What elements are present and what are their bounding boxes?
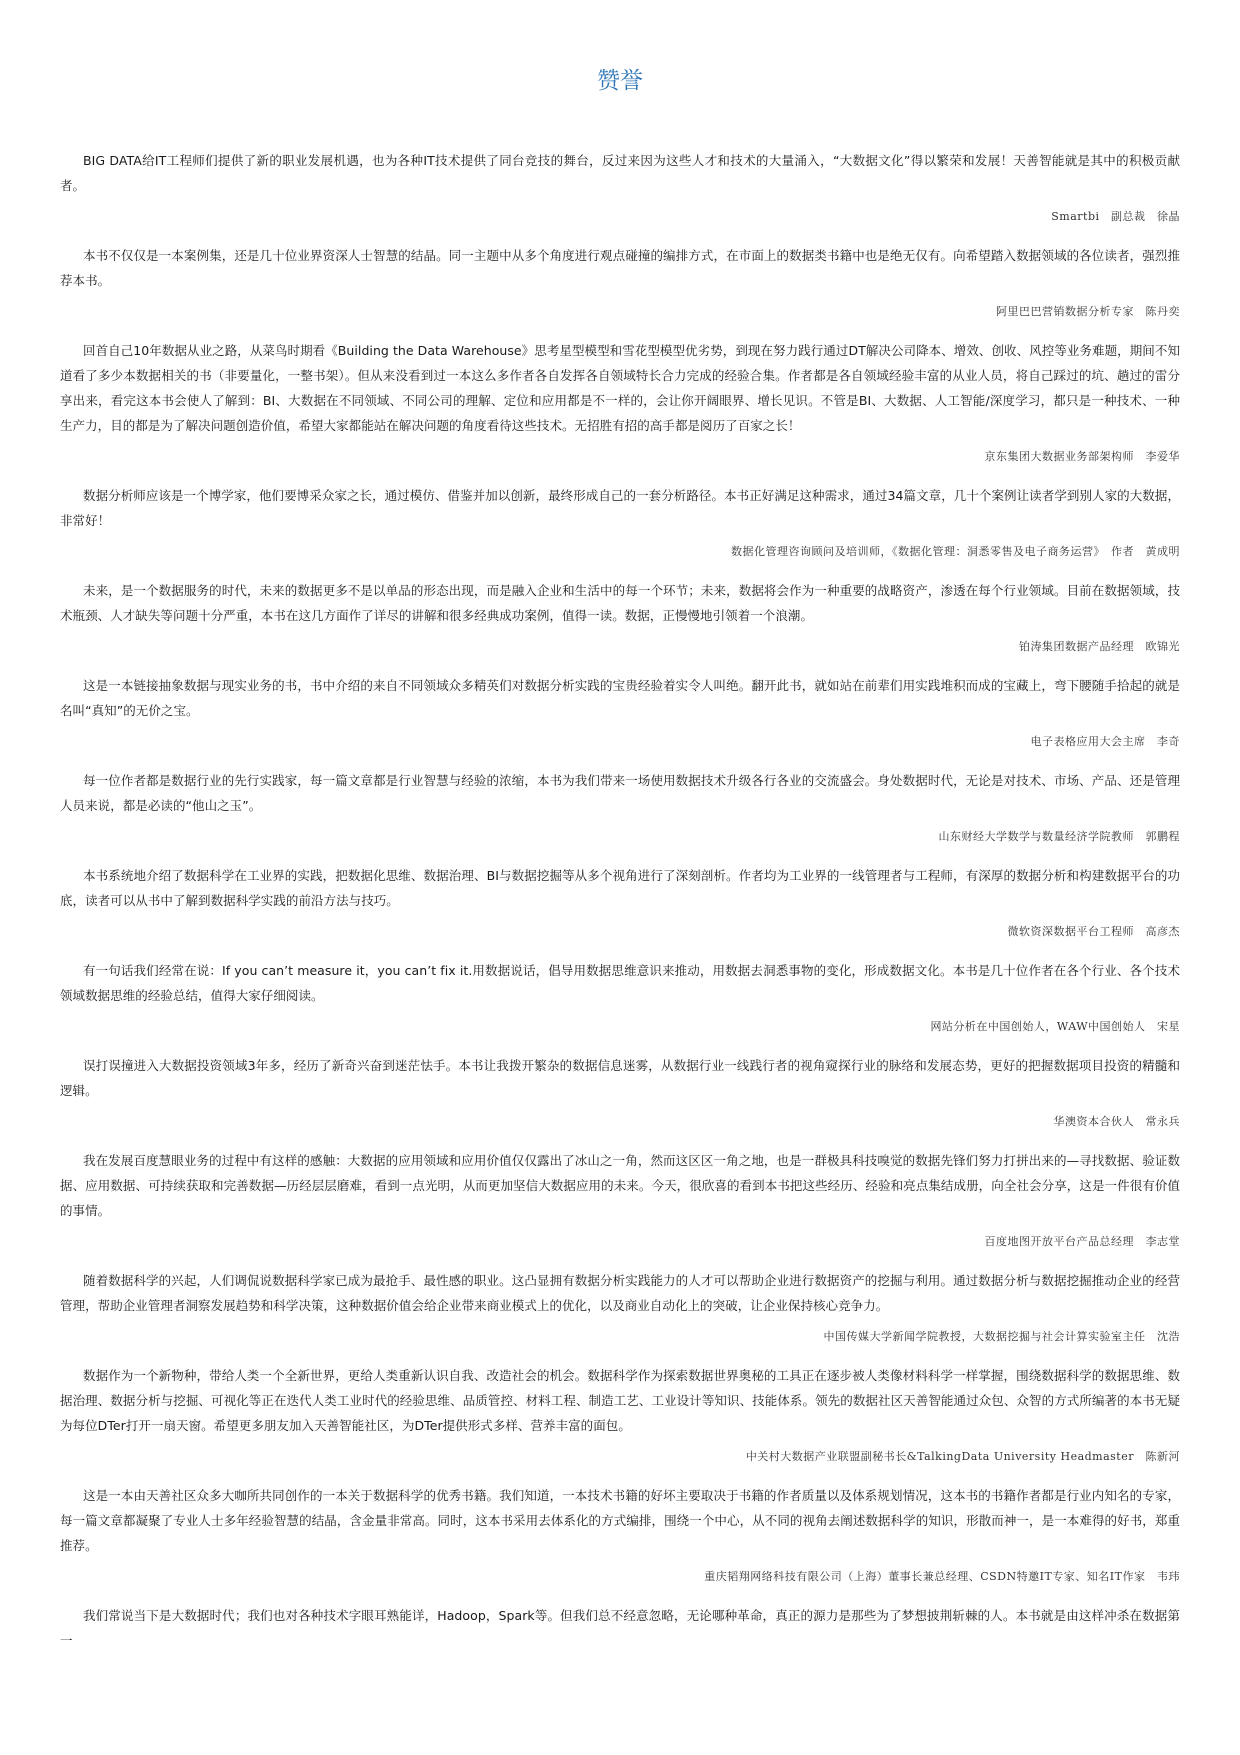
endorsement-14 [60, 1483, 1180, 1589]
endorsement-text: 这是一本由天善社区众多大咖所共同创作的一本关于数据科学的优秀书籍。我们知道，一本技术书籍的好坏主要取决于书籍的作者质量以及体系规划情况，这本书的书籍作者都是行业内知名的专家，每一篇文章都凝聚了专业人士多年经验智慧的结晶，含金量非常高。同时，这本书采用去体系化的方式编排，围绕一个中心，从不同的视角去阐述数据科学的知识，形散而神一，是一本难得的好书，郑重推荐。 [60, 1488, 1180, 1553]
endorsement-text: 回首自己10年数据从业之路，从菜鸟时期看《Building the Data Warehouse》思考星型模型和雪花型模型优劣势，到现在努力践行通过DT解决公司降本、增效、创收、风控等业务难题，期间不知道看了多少本数据相关的书（非要量化，一整书架）。但从来没看到过一本这么多作者各自发挥各自领域特长合力完成的经验合集。作者都是各自领域经验丰富的从业人员，将自己踩过的坑、趟过的雷分享出来，看完这本书会使人了解到：BI、大数据在不同领域、不同公司的理解、定位和应用都是不一样的，会让你开阔眼界、增长见识。不管是BI、大数据、人工智能/深度学习，都只是一种技术、一种生产力，目的都是为了解决问题创造价值，希望大家都能站在解决问题的角度看待这些技术。无招胜有招的高手都是阅历了百家之长！ [60, 343, 1180, 433]
endorsement-2 [60, 243, 1180, 324]
endorsement-text: 数据作为一个新物种，带给人类一个全新世界，更给人类重新认识自我、改造社会的机会。数据科学作为探索数据世界奥秘的工具正在逐步被人类像材料科学一样掌握，围绕数据科学的数据思维、数据治理、数据分析与挖掘、可视化等正在迭代人类工业时代的经验思维、品质管控、材料工程、制造工艺、工业设计等知识、技能体系。领先的数据社区天善智能通过众包、众智的方式所编著的本书无疑为每位DTer打开一扇天窗。希望更多朋友加入天善智能社区，为DTer提供形式多样、营养丰富的面包。 [60, 1368, 1180, 1433]
endorsement-12 [60, 1268, 1180, 1349]
endorsement-1 [60, 148, 1180, 229]
endorsement-3 [60, 338, 1180, 469]
endorsement-11 [60, 1148, 1180, 1254]
endorsement-attribution: 电子表格应用大会主席 李奇 [1030, 735, 1180, 748]
endorsement-attribution: 阿里巴巴营销数据分析专家 陈丹奕 [996, 305, 1180, 318]
endorsement-attribution: 京东集团大数据业务部架构师 李爱华 [984, 450, 1180, 463]
endorsement-attribution: 网站分析在中国创始人，WAW中国创始人 宋星 [930, 1020, 1180, 1033]
endorsement-text: 每一位作者都是数据行业的先行实践家，每一篇文章都是行业智慧与经验的浓缩，本书为我们带来一场使用数据技术升级各行各业的交流盛会。身处数据时代，无论是对技术、市场、产品、还是管理人员来说，都是必读的“他山之玉”。 [60, 773, 1180, 813]
endorsement-text: 本书不仅仅是一本案例集，还是几十位业界资深人士智慧的结晶。同一主题中从多个角度进行观点碰撞的编排方式，在市面上的数据类书籍中也是绝无仅有。向希望踏入数据领域的各位读者，强烈推荐本书。 [60, 248, 1180, 288]
endorsement-attribution: 中国传媒大学新闻学院教授，大数据挖掘与社会计算实验室主任 沈浩 [823, 1330, 1180, 1343]
endorsement-10 [60, 1053, 1180, 1134]
endorsement-attribution: 铂涛集团数据产品经理 欧锦光 [1019, 640, 1180, 653]
endorsement-attribution: 山东财经大学数学与数量经济学院教师 郭鹏程 [938, 830, 1180, 843]
endorsement-text: 有一句话我们经常在说：If you can’t measure it，you can’t fix it.用数据说话，倡导用数据思维意识来推动，用数据去洞悉事物的变化，形成数据文化。本书是几十位作者在各个行业、各个技术领域数据思维的经验总结，值得大家仔细阅读。 [60, 963, 1180, 1003]
endorsement-15 [60, 1603, 1180, 1653]
endorsement-5 [60, 578, 1180, 659]
endorsement-text: 误打误撞进入大数据投资领域3年多，经历了新奇兴奋到迷茫怯手。本书让我拨开繁杂的数据信息迷雾，从数据行业一线践行者的视角窥探行业的脉络和发展态势，更好的把握数据项目投资的精髓和逻辑。 [60, 1058, 1180, 1098]
endorsement-7 [60, 768, 1180, 849]
endorsement-text: 未来，是一个数据服务的时代，未来的数据更多不是以单品的形态出现，而是融入企业和生活中的每一个环节；未来，数据将会作为一种重要的战略资产，渗透在每个行业领域。目前在数据领域，技术瓶颈、人才缺失等问题十分严重，本书在这几方面作了详尽的讲解和很多经典成功案例，值得一读。数据，正慢慢地引领着一个浪潮。 [60, 583, 1180, 623]
endorsement-attribution: 华澳资本合伙人 常永兵 [1053, 1115, 1180, 1128]
endorsement-text: 本书系统地介绍了数据科学在工业界的实践，把数据化思维、数据治理、BI与数据挖掘等从多个视角进行了深刻剖析。作者均为工业界的一线管理者与工程师，有深厚的数据分析和构建数据平台的功底，读者可以从书中了解到数据科学实践的前沿方法与技巧。 [60, 868, 1180, 908]
endorsement-text: 这是一本链接抽象数据与现实业务的书，书中介绍的来自不同领域众多精英们对数据分析实践的宝贵经验着实令人叫绝。翻开此书，就如站在前辈们用实践堆积而成的宝藏上，弯下腰随手拾起的就是名叫“真知”的无价之宝。 [60, 678, 1180, 718]
endorsement-text: BIG DATA给IT工程师们提供了新的职业发展机遇，也为各种IT技术提供了同台竞技的舞台，反过来因为这些人才和技术的大量涌入，“大数据文化”得以繁荣和发展！天善智能就是其中的积极贡献者。 [60, 153, 1180, 193]
endorsement-text: 我在发展百度慧眼业务的过程中有这样的感触：大数据的应用领域和应用价值仅仅露出了冰山之一角，然而这区区一角之地，也是一群极具科技嗅觉的数据先锋们努力打拼出来的—寻找数据、验证数据、应用数据、可持续获取和完善数据—历经层层磨难，看到一点光明，从而更加坚信大数据应用的未来。今天，很欣喜的看到本书把这些经历、经验和亮点集结成册，向全社会分享，这是一件很有价值的事情。 [60, 1153, 1180, 1218]
page-title: 赞誉 [597, 68, 643, 94]
endorsement-13 [60, 1363, 1180, 1469]
endorsement-attribution: 中关村大数据产业联盟副秘书长&TalkingData University Headmaster 陈新河 [745, 1450, 1180, 1463]
endorsement-attribution: 微软资深数据平台工程师 高彦杰 [1007, 925, 1180, 938]
endorsement-text: 随着数据科学的兴起，人们调侃说数据科学家已成为最抢手、最性感的职业。这凸显拥有数据分析实践能力的人才可以帮助企业进行数据资产的挖掘与利用。通过数据分析与数据挖掘推动企业的经营管理，帮助企业管理者洞察发展趋势和科学决策，这种数据价值会给企业带来商业模式上的优化，以及商业自动化上的突破，让企业保持核心竞争力。 [60, 1273, 1180, 1313]
endorsement-6 [60, 673, 1180, 754]
endorsement-8 [60, 863, 1180, 944]
endorsement-9 [60, 958, 1180, 1039]
endorsement-attribution: Smartbi 副总裁 徐晶 [1051, 210, 1180, 223]
endorsement-4 [60, 483, 1180, 564]
endorsement-text: 数据分析师应该是一个博学家，他们要博采众家之长，通过模仿、借鉴并加以创新，最终形成自己的一套分析路径。本书正好满足这种需求，通过34篇文章，几十个案例让读者学到别人家的大数据，非常好！ [60, 488, 1180, 528]
endorsement-text: 我们常说当下是大数据时代；我们也对各种技术字眼耳熟能详，Hadoop，Spark等。但我们总不经意忽略，无论哪种革命，真正的源力是那些为了梦想披荆斩棘的人。本书就是由这样冲杀在数据第一 [60, 1608, 1180, 1648]
endorsement-attribution: 数据化管理咨询顾问及培训师，《数据化管理：洞悉零售及电子商务运营》 作者 黄成明 [731, 545, 1180, 558]
endorsement-attribution: 百度地图开放平台产品总经理 李志堂 [984, 1235, 1180, 1248]
endorsement-attribution: 重庆韬翔网络科技有限公司（上海）董事长兼总经理、CSDN特邀IT专家、知名IT作家 韦玮 [704, 1570, 1180, 1583]
